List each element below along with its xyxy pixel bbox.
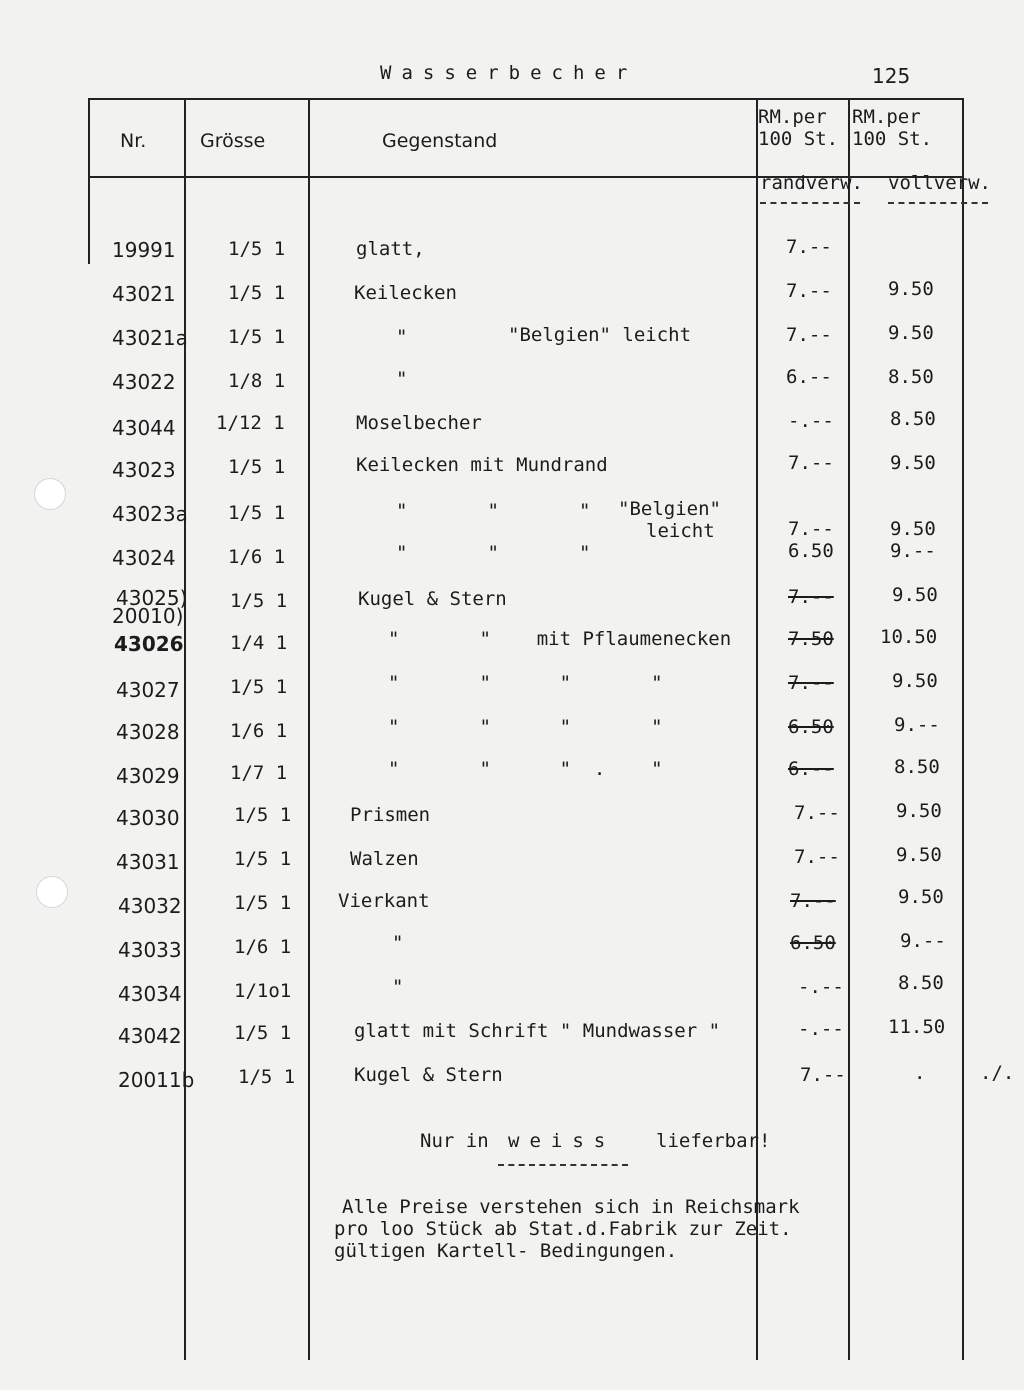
row-item-note: "Belgien" leicht <box>508 324 692 346</box>
row-groesse: 1/5 1 <box>228 326 286 348</box>
row-item: " " mit Pflaumenecken <box>388 628 732 650</box>
subheader-vollverw: vollverw. <box>888 172 991 194</box>
subheader-underline-2 <box>888 202 988 204</box>
row-vollverw: 8.50 <box>888 366 934 388</box>
row-nr: 43025) <box>116 586 188 610</box>
row-groesse: 1/6 1 <box>228 546 286 568</box>
row-groesse: 1/5 1 <box>230 676 288 698</box>
row-randverw: 7.-- <box>786 236 832 258</box>
footer-note-weiss: weiss <box>508 1130 616 1152</box>
row-nr: 43024 <box>112 546 176 570</box>
row-groesse: 1/5 1 <box>238 1066 296 1088</box>
row-nr: 43044 <box>112 416 176 440</box>
row-groesse: 1/5 1 <box>228 238 286 260</box>
row-nr: 43034 <box>118 982 182 1006</box>
row-vollverw: 9.50 <box>890 452 936 474</box>
row-randverw: 7.-- <box>786 324 832 346</box>
row-vollverw: 9.-- <box>894 714 940 736</box>
row-item: " " " . " <box>388 758 663 780</box>
subheader-randverw: randverw. <box>760 172 863 194</box>
col-divider-gegenstand <box>756 98 758 1360</box>
row-item: " <box>392 976 404 998</box>
row-randverw: 7.-- <box>794 802 840 824</box>
page-title: Wasserbecher <box>380 62 638 84</box>
col-header-groesse: Grösse <box>200 130 266 152</box>
row-item: " <box>392 932 404 954</box>
row-randverw: 7.-- <box>800 1064 846 1086</box>
row-groesse: 1/5 1 <box>230 590 288 612</box>
row-groesse: 1/12 1 <box>216 412 285 434</box>
row-groesse: 1/6 1 <box>230 720 288 742</box>
footer-terms-line-2: pro loo Stück ab Stat.d.Fabrik zur Zeit. <box>334 1218 792 1240</box>
footer-terms-line-3: gültigen Kartell- Bedingungen. <box>334 1240 678 1262</box>
row-item: " <box>396 368 408 390</box>
row-groesse: 1/7 1 <box>230 762 288 784</box>
row-vollverw: 9.50 <box>896 844 942 866</box>
row-randverw: 7.-- <box>788 518 834 540</box>
row-vollverw: 9.50 <box>888 278 934 300</box>
row-item: " " " " <box>388 672 663 694</box>
row-vollverw: 9.50 <box>888 322 934 344</box>
page-number: 125 <box>872 64 911 88</box>
row-randverw: 7.-- <box>788 452 834 474</box>
row-item: Keilecken <box>354 282 457 304</box>
table-left-border <box>88 98 90 264</box>
row-item: Kugel & Stern <box>354 1064 503 1086</box>
punch-hole-top <box>34 478 66 510</box>
col-header-nr: Nr. <box>120 130 147 152</box>
row-vollverw: 9.-- <box>900 930 946 952</box>
row-nr: 43028 <box>116 720 180 744</box>
row-item: " " " <box>396 542 591 564</box>
row-randverw: 7.50 <box>788 628 834 650</box>
row-randverw: 7.-- <box>790 890 836 912</box>
row-groesse: 1/4 1 <box>230 632 288 654</box>
row-nr: 43042 <box>118 1024 182 1048</box>
row-groesse: 1/5 1 <box>234 1022 292 1044</box>
row-nr: 43021a <box>112 326 188 350</box>
row-nr: 43027 <box>116 678 180 702</box>
row-item-note: "Belgien" <box>618 498 721 520</box>
row-nr: 43032 <box>118 894 182 918</box>
col-header-price1-line1: RM.per <box>758 106 827 128</box>
footer-note-suffix: lieferbar! <box>656 1130 771 1152</box>
row-vollverw: 9.50 <box>890 518 936 540</box>
row-item: glatt, <box>356 238 425 260</box>
row-vollverw: 9.50 <box>892 670 938 692</box>
footer-note-underline <box>498 1164 628 1166</box>
row-nr: 43029 <box>116 764 180 788</box>
col-header-price2-line1: RM.per <box>852 106 921 128</box>
row-item-note-2: leicht <box>646 520 715 542</box>
row-randverw: 6.50 <box>788 540 834 562</box>
row-nr: 43022 <box>112 370 176 394</box>
row-nr: 19991 <box>112 238 176 262</box>
row-vollverw: 8.50 <box>898 972 944 994</box>
footer-terms-line-1: Alle Preise verstehen sich in Reichsmark <box>342 1196 800 1218</box>
row-groesse: 1/5 1 <box>228 456 286 478</box>
row-vollverw: 9.50 <box>892 584 938 606</box>
table-right-border <box>962 98 964 1360</box>
row-nr: 43021 <box>112 282 176 306</box>
row-vollverw: 8.50 <box>894 756 940 778</box>
col-header-price2-line2: 100 St. <box>852 128 933 150</box>
row-item: " <box>396 326 408 348</box>
margin-checkmark: ./. <box>980 1062 1015 1084</box>
row-randverw: 7.-- <box>786 280 832 302</box>
row-randverw: 7.-- <box>788 586 834 608</box>
row-nr: 43023 <box>112 458 176 482</box>
footer-note-prefix: Nur in <box>420 1130 489 1152</box>
col-divider-price <box>848 98 850 1360</box>
row-randverw: -.-- <box>798 976 844 998</box>
row-vollverw: 10.50 <box>880 626 938 648</box>
row-vollverw: 9.50 <box>896 800 942 822</box>
row-vollverw: 9.50 <box>898 886 944 908</box>
row-randverw: -.-- <box>798 1018 844 1040</box>
row-nr-2: 20010) <box>112 604 184 628</box>
row-groesse: 1/5 1 <box>228 502 286 524</box>
row-nr: 43026 <box>114 632 184 656</box>
row-randverw: 6.50 <box>788 716 834 738</box>
row-item: " " " " <box>388 716 663 738</box>
row-groesse: 1/5 1 <box>228 282 286 304</box>
col-divider-groesse <box>308 98 310 1360</box>
row-nr: 43033 <box>118 938 182 962</box>
row-randverw: 6.50 <box>790 932 836 954</box>
subheader-underline-1 <box>760 202 860 204</box>
row-groesse: 1/6 1 <box>234 936 292 958</box>
row-randverw: 6.-- <box>786 366 832 388</box>
row-item: Prismen <box>350 804 431 826</box>
row-randverw: -.-- <box>788 410 834 432</box>
row-item: Kugel & Stern <box>358 588 507 610</box>
row-item: Moselbecher <box>356 412 482 434</box>
row-groesse: 1/5 1 <box>234 804 292 826</box>
row-groesse: 1/5 1 <box>234 848 292 870</box>
row-vollverw: 8.50 <box>890 408 936 430</box>
row-randverw: 6.-- <box>788 758 834 780</box>
row-randverw: 7.-- <box>794 846 840 868</box>
row-nr: 43023a <box>112 502 188 526</box>
table-top-rule <box>88 98 964 100</box>
row-vollverw: 11.50 <box>888 1016 946 1038</box>
row-item: glatt mit Schrift " Mundwasser " <box>354 1020 721 1042</box>
row-groesse: 1/5 1 <box>234 892 292 914</box>
col-header-price1-line2: 100 St. <box>758 128 839 150</box>
row-nr: 20011b <box>118 1068 195 1092</box>
row-vollverw: 9.-- <box>890 540 936 562</box>
col-divider-nr <box>184 98 186 1360</box>
col-header-gegenstand: Gegenstand <box>382 130 498 152</box>
row-randverw: 7.-- <box>788 672 834 694</box>
row-nr: 43030 <box>116 806 180 830</box>
row-item: " " " <box>396 500 591 522</box>
punch-hole-bottom <box>36 876 68 908</box>
row-vollverw: . <box>914 1062 926 1084</box>
row-groesse: 1/8 1 <box>228 370 286 392</box>
row-nr: 43031 <box>116 850 180 874</box>
row-item: Walzen <box>350 848 419 870</box>
row-item: Vierkant <box>338 890 430 912</box>
row-item: Keilecken mit Mundrand <box>356 454 608 476</box>
row-groesse: 1/1o1 <box>234 980 292 1002</box>
